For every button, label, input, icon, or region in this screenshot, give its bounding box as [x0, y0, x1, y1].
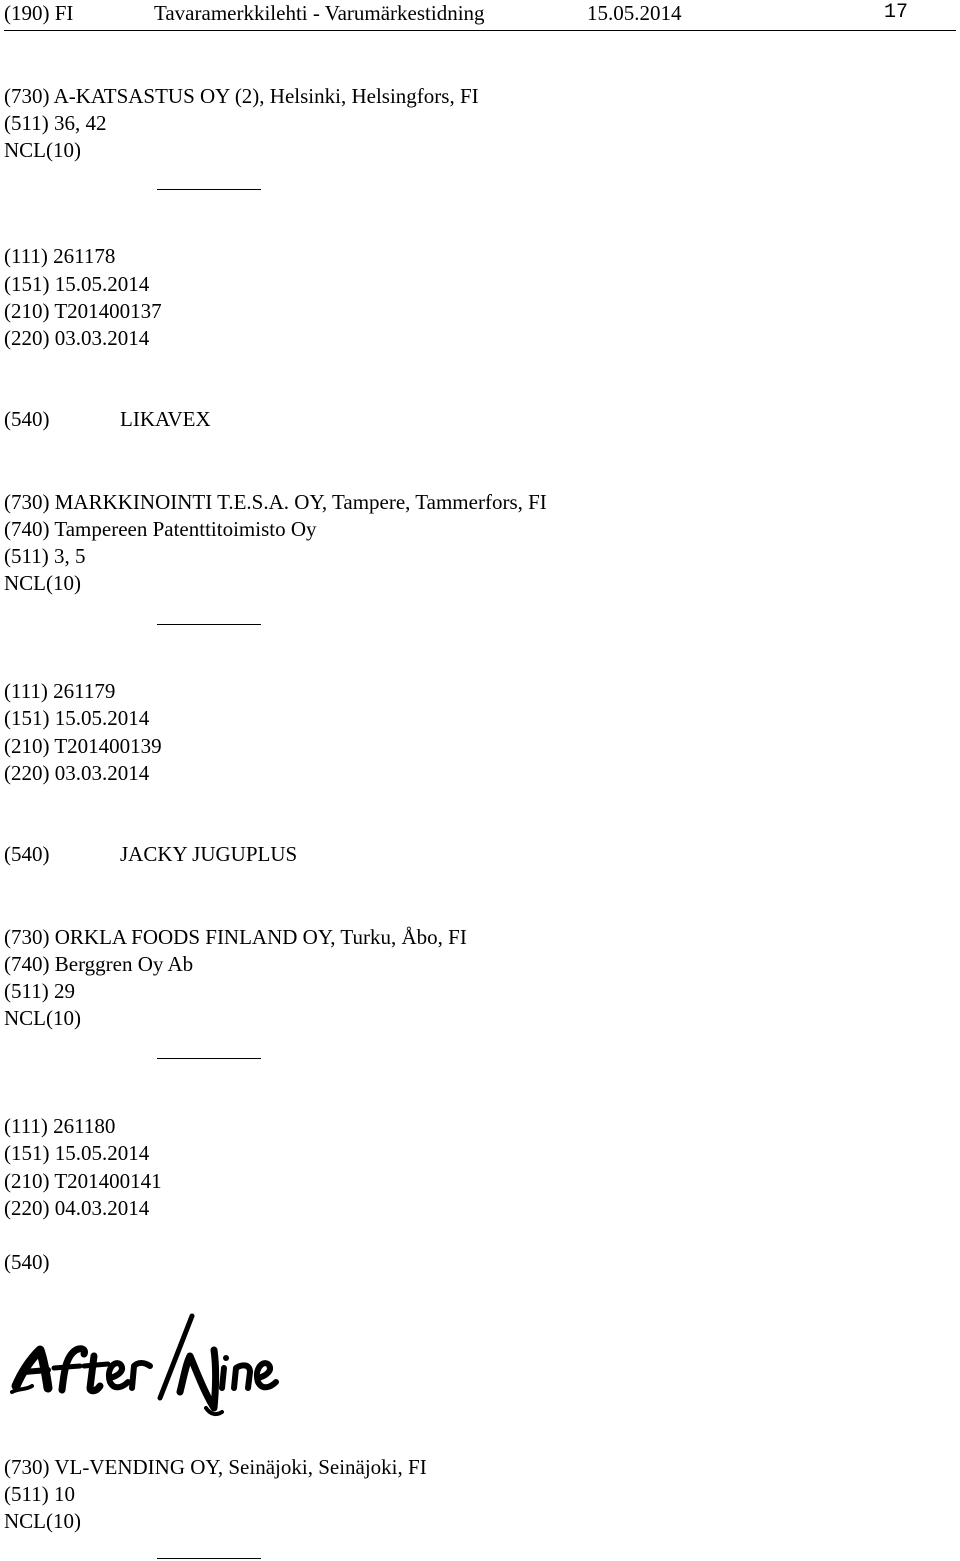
registration-date: (151) 15.05.2014: [4, 272, 150, 296]
header-date: 15.05.2014: [587, 1, 682, 25]
application-number: (210) T201400141: [4, 1169, 162, 1193]
agent-line: (740) Tampereen Patenttitoimisto Oy: [4, 517, 317, 541]
registration-number: (111) 261178: [4, 244, 116, 268]
application-date: (220) 03.03.2014: [4, 326, 150, 350]
agent-line: (740) Berggren Oy Ab: [4, 952, 194, 976]
classes-line: (511) 3, 5: [4, 544, 86, 568]
application-date: (220) 04.03.2014: [4, 1196, 150, 1220]
page-number: 17: [884, 1, 909, 24]
after-nine-logo: [10, 1312, 280, 1422]
ncl-line: NCL(10): [4, 1509, 81, 1533]
registration-number: (111) 261179: [4, 679, 116, 703]
application-date: (220) 03.03.2014: [4, 761, 150, 785]
header-rule: [4, 30, 956, 31]
entry-separator: [157, 189, 261, 190]
registration-date: (151) 15.05.2014: [4, 706, 150, 730]
trademark-text: JACKY JUGUPLUS: [120, 842, 298, 866]
header-title: Tavaramerkkilehti - Varumärkestidning: [154, 1, 485, 25]
classes-line: (511) 29: [4, 979, 75, 1003]
application-number: (210) T201400137: [4, 299, 162, 323]
classes-line: (511) 36, 42: [4, 111, 107, 135]
ncl-line: NCL(10): [4, 571, 81, 595]
registration-date: (151) 15.05.2014: [4, 1141, 150, 1165]
mark-code: (540): [4, 407, 50, 431]
application-number: (210) T201400139: [4, 734, 162, 758]
trademark-text: LIKAVEX: [120, 407, 211, 431]
owner-line: (730) MARKKINOINTI T.E.S.A. OY, Tampere, Tammerfors, FI: [4, 490, 547, 514]
owner-line: (730) ORKLA FOODS FINLAND OY, Turku, Åbo, FI: [4, 925, 467, 949]
owner-line: (730) A-KATSASTUS OY (2), Helsinki, Helsingfors, FI: [4, 84, 479, 108]
entry-separator: [157, 624, 261, 625]
ncl-line: NCL(10): [4, 138, 81, 162]
mark-code: (540): [4, 842, 50, 866]
classes-line: (511) 10: [4, 1482, 75, 1506]
owner-line: (730) VL-VENDING OY, Seinäjoki, Seinäjoki, FI: [4, 1455, 427, 1479]
header-code: (190) FI: [4, 1, 74, 25]
entry-separator: [157, 1058, 261, 1059]
registration-number: (111) 261180: [4, 1114, 116, 1138]
mark-code: (540): [4, 1250, 50, 1274]
ncl-line: NCL(10): [4, 1006, 81, 1030]
entry-separator: [157, 1558, 261, 1559]
page-header: [0, 0, 960, 34]
